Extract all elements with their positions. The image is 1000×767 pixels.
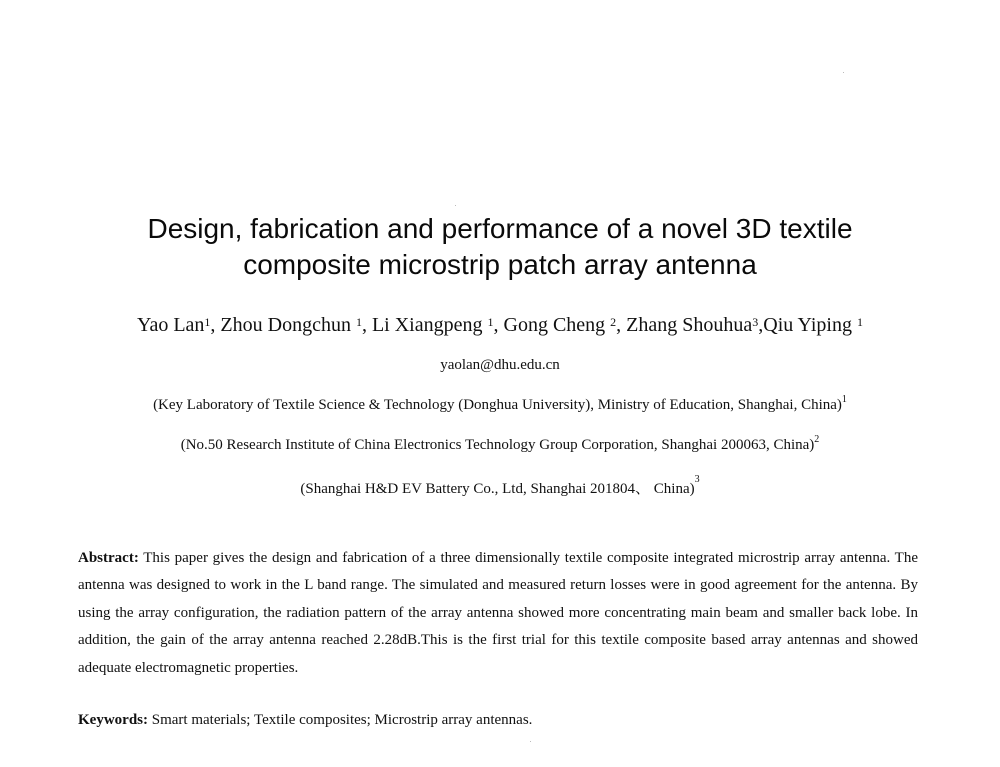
scan-speck	[455, 205, 456, 206]
affiliation-mark: 3	[694, 474, 700, 485]
author-affiliation-mark: 1	[856, 315, 863, 329]
keywords-label: Keywords:	[78, 712, 148, 728]
author-affiliation-mark: 1	[355, 315, 362, 329]
author-name: Yao Lan	[137, 314, 205, 336]
author-affiliation-mark: 1	[204, 315, 211, 329]
author-name: Gong Cheng	[503, 314, 611, 336]
author-separator: ,	[361, 314, 372, 336]
author-email[interactable]: yaolan@dhu.edu.cn	[440, 357, 560, 373]
affiliation-3	[0, 474, 1000, 498]
abstract-text: This paper gives the design and fabrication of a three dimensionally textile composite integrated microstrip array antenna. The antenna was designed to work in the L band range. The simulated and measured return losses were in good agreement for the antenna. By using the array configuration, the radiation pattern of the array antenna showed more concentrating main beam and smaller back lobe. In addition, the gain of the array antenna reached 2.28dB.This is the first trial for this textile composite based array antennas and showed adequate electromagnetic properties.	[78, 550, 919, 676]
paper-title-line-2: composite microstrip patch array antenna	[243, 249, 757, 280]
author-name: Li Xiangpeng	[371, 314, 488, 336]
affiliation-text: (Key Laboratory of Textile Science & Technology (Donghua University), Ministry of Education, Shanghai, China)	[153, 397, 842, 413]
affiliation-mark: 1	[841, 394, 847, 405]
scan-speck	[530, 741, 531, 742]
affiliation-mark: 2	[814, 434, 820, 445]
keywords-line	[78, 709, 918, 731]
author-separator: ,	[210, 314, 221, 336]
author-affiliation-mark: 2	[610, 315, 617, 329]
affiliation-2	[0, 434, 1000, 454]
affiliation-text: (No.50 Research Institute of China Electronics Technology Group Corporation, Shanghai 200063, China)	[180, 437, 815, 453]
author-name: Qiu Yiping	[763, 314, 857, 336]
abstract-paragraph	[78, 545, 918, 682]
author-separator: ,	[758, 314, 764, 336]
author-affiliation-mark: 3	[752, 315, 759, 329]
author-separator: ,	[493, 314, 504, 336]
paper-title-line-1: Design, fabrication and performance of a novel 3D textile	[147, 213, 853, 244]
keywords-text: Smart materials; Textile composites; Microstrip array antennas.	[151, 712, 533, 728]
affiliation-1	[0, 394, 1000, 414]
affiliation-text: (Shanghai H&D EV Battery Co., Ltd, Shanghai 201804、 China)	[300, 481, 695, 497]
scan-speck	[843, 72, 844, 73]
author-name: Zhou Dongchun	[220, 314, 356, 336]
author-affiliation-mark: 1	[487, 315, 494, 329]
author-name: Zhang Shouhua	[626, 314, 753, 336]
author-separator: ,	[616, 314, 627, 336]
author-list	[0, 312, 1000, 338]
abstract-label: Abstract:	[78, 550, 139, 566]
